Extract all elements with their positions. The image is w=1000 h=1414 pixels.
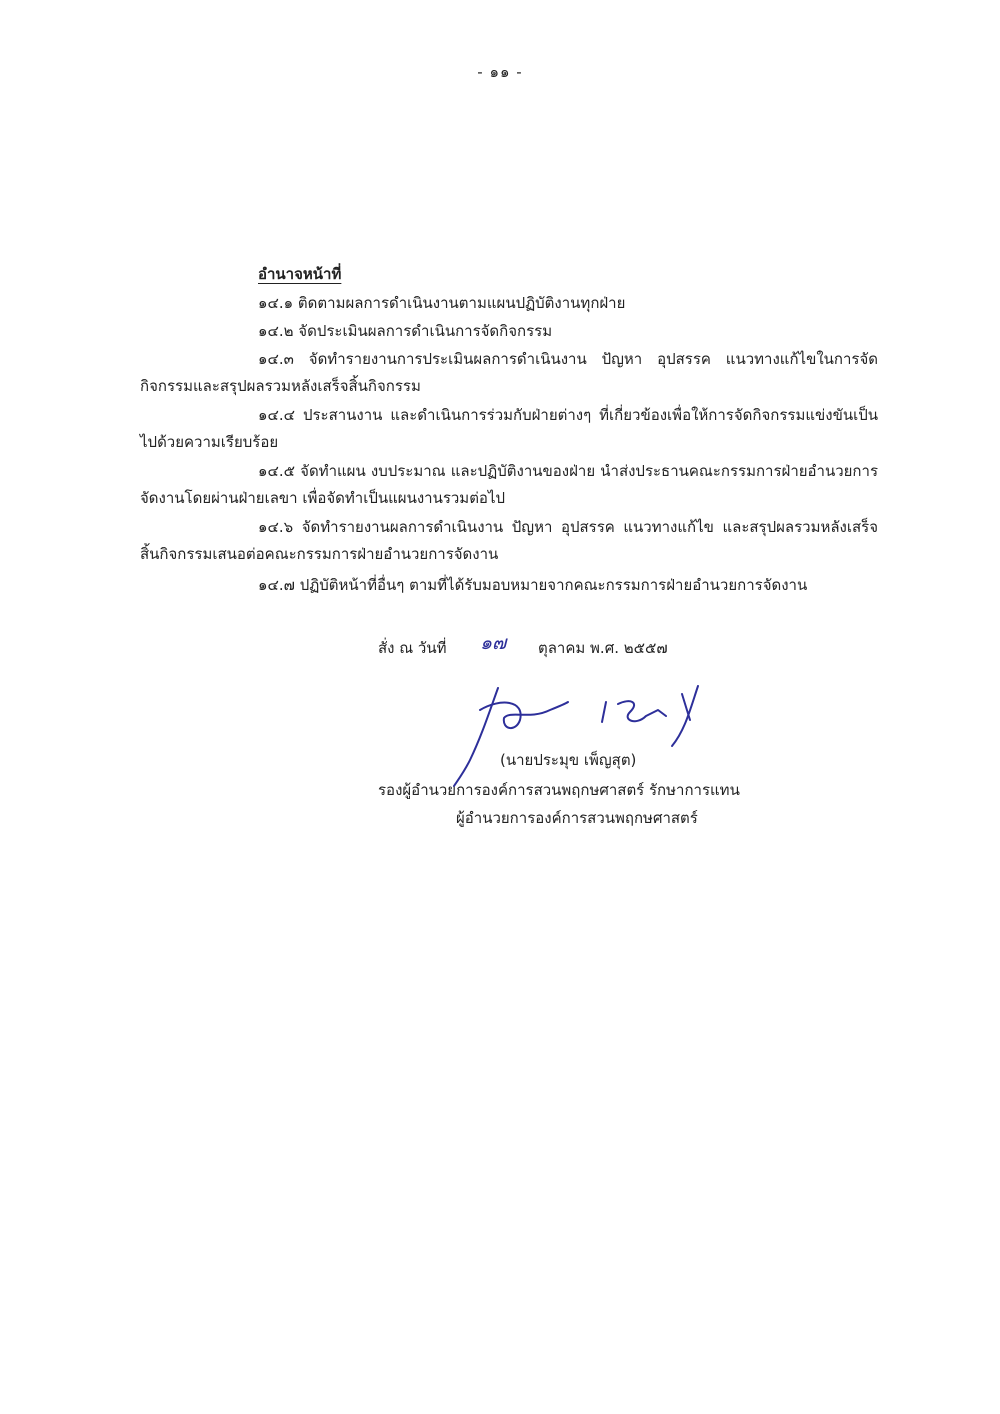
date-label: สั่ง ณ วันที่ — [378, 639, 447, 657]
duty-item: ๑๔.๕ จัดทำแผน งบประมาณ และปฏิบัติงานของฝ่าย นำส่งประธานคณะกรรมการฝ่ายอำนวยการจัดงานโดยผ่านฝ่ายเลขา เพื่อจัดทำเป็นแผนงานรวมต่อไป — [140, 462, 878, 507]
date-month-year: ตุลาคม พ.ศ. ๒๕๕๗ — [538, 639, 668, 657]
signer-name: (นายประมุข เพ็ญสุต) — [500, 751, 637, 769]
handwritten-signature — [440, 680, 720, 790]
page-number: - ๑๑ - — [477, 63, 523, 81]
signer-position: รองผู้อำนวยการองค์การสวนพฤกษศาสตร์ รักษาการแทน — [378, 781, 740, 799]
duty-item: ๑๔.๓ จัดทำรายงานการประเมินผลการดำเนินงาน ปัญหา อุปสรรค แนวทางแก้ไขในการจัดกิจกรรมและสรุปผลรวมหลังเสร็จสิ้นกิจกรรม — [140, 350, 878, 395]
duty-item: ๑๔.๗ ปฏิบัติหน้าที่อื่นๆ ตามที่ได้รับมอบหมายจากคณะกรรมการฝ่ายอำนวยการจัดงาน — [258, 576, 808, 594]
duty-item: ๑๔.๒ จัดประเมินผลการดำเนินการจัดกิจกรรม — [258, 322, 553, 340]
duty-item: ๑๔.๑ ติดตามผลการดำเนินงานตามแผนปฏิบัติงานทุกฝ่าย — [258, 294, 626, 312]
duty-item: ๑๔.๔ ประสานงาน และดำเนินการร่วมกับฝ่ายต่างๆ ที่เกี่ยวข้องเพื่อให้การจัดกิจกรรมแข่งขันเป็นไปด้วยความเรียบร้อย — [140, 406, 878, 451]
section-heading: อำนาจหน้าที่ — [258, 265, 342, 283]
handwritten-date-day: ๑๗ — [480, 632, 507, 654]
duty-item: ๑๔.๖ จัดทำรายงานผลการดำเนินงาน ปัญหา อุปสรรค แนวทางแก้ไข และสรุปผลรวมหลังเสร็จสิ้นกิจกรรมเสนอต่อคณะกรรมการฝ่ายอำนวยการจัดงาน — [140, 518, 878, 563]
signer-position-acting-for: ผู้อำนวยการองค์การสวนพฤกษศาสตร์ — [456, 809, 698, 827]
